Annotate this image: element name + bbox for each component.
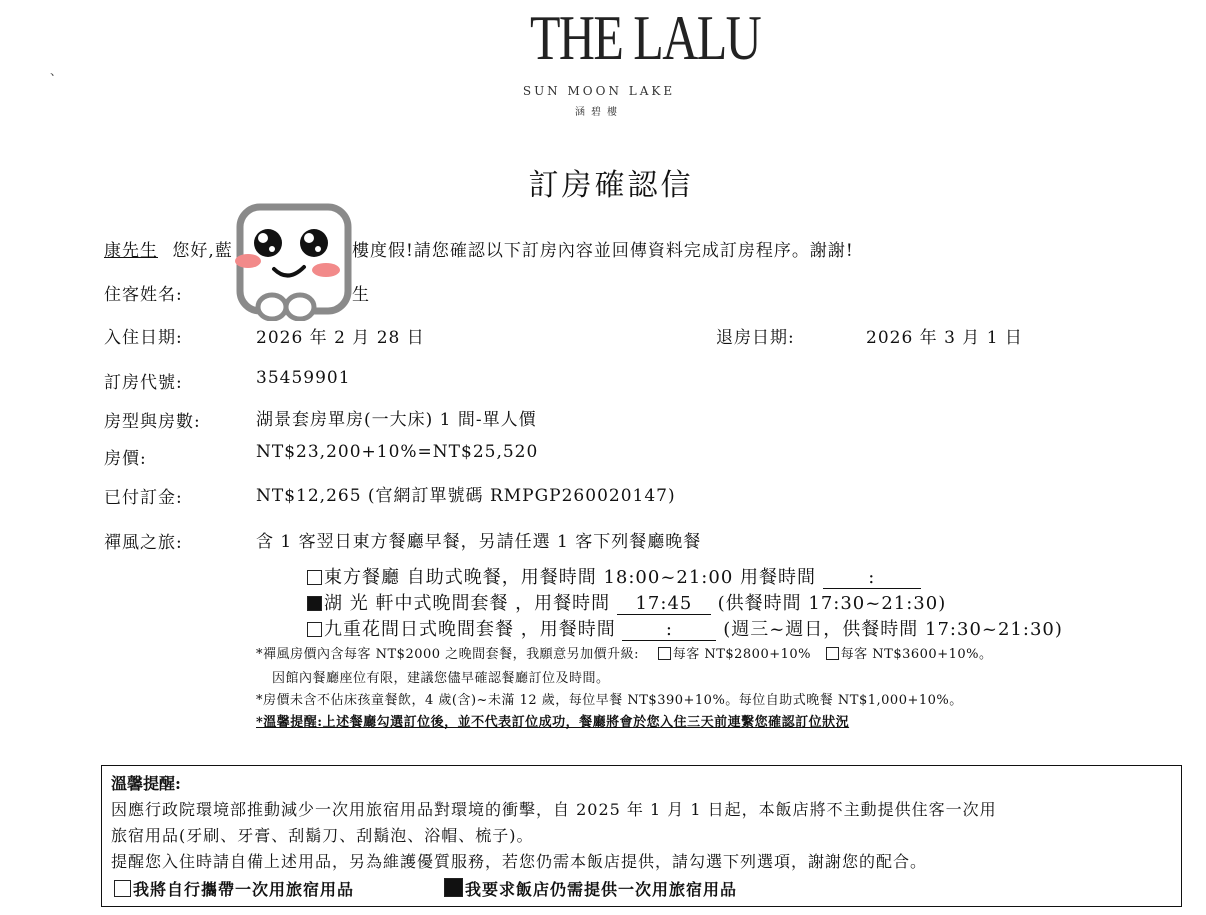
booking-code-value: 35459901 (256, 368, 351, 388)
upgrade-note (256, 643, 992, 662)
meal-time-value[interactable]: 17:45 (617, 593, 711, 615)
meal-serving-hours: (供餐時間 17:30~21:30) (717, 593, 947, 614)
checkout-value: 2026 年 3 月 1 日 (866, 328, 1023, 348)
child-meal-note: *房價未含不佔床孩童餐飲，4 歲(含)~未滿 12 歲，每位早餐 NT$390+10%。每位自助式晚餐 NT$1,000+10%。 (256, 693, 963, 708)
reminder-line-2: 旅宿用品(牙刷、牙膏、刮鬍刀、刮鬍泡、浴帽、梳子)。 (111, 826, 534, 845)
meal-checkbox[interactable] (307, 570, 322, 585)
stray-mark: 、 (50, 64, 63, 78)
checkin-label: 入住日期: (104, 328, 183, 348)
amenities-option-label: 我要求飯店仍需提供一次用旅宿用品 (465, 880, 738, 899)
upgrade-checkbox[interactable] (658, 647, 671, 660)
greeting-text: 樓度假!請您確認以下訂房內容並回傳資料完成訂房程序。謝謝! (352, 241, 854, 261)
upgrade-option-label: 每客 NT$2800+10% (672, 647, 812, 662)
checkout-label: 退房日期: (716, 328, 795, 348)
reminder-line-1: 因應行政院環境部推動減少一次用旅宿用品對環境的衝擊，自 2025 年 1 月 1 日起，本飯店將不主動提供住客一次用 (111, 800, 997, 819)
amenities-checkbox[interactable] (114, 880, 131, 897)
amenities-option-label: 我將自行攜帶一次用旅宿用品 (133, 880, 355, 899)
upgrade-option-label: 每客 NT$3600+10%。 (840, 647, 993, 662)
meal-checkbox[interactable] (307, 622, 322, 637)
guest-name: 康先生 (104, 241, 158, 261)
logo-subtitle: SUN MOON LAKE (522, 84, 676, 98)
document-title: 訂房確認信 (528, 168, 694, 203)
zen-package-label: 禪風之旅: (104, 533, 183, 553)
amenities-checkbox-checked[interactable] (444, 878, 463, 897)
meal-option-lakeview[interactable] (307, 589, 946, 615)
greeting-partial: 藍 (214, 241, 233, 261)
greeting-line (104, 236, 233, 261)
room-type-label: 房型與房數: (104, 412, 201, 432)
booking-code-label: 訂房代號: (104, 373, 183, 393)
upgrade-option-2800[interactable] (658, 647, 811, 662)
warm-reminder-note: *溫馨提醒:上述餐廳勾選訂位後，並不代表訂位成功，餐廳將會於您入住三天前連繫您確認訂位狀況 (256, 715, 850, 730)
room-price-value: NT$23,200+10%=NT$25,520 (256, 442, 539, 462)
guest-name-value: 生 (352, 285, 370, 305)
meal-option-text: 九重花間日式晚間套餐 ，用餐時間 (324, 619, 616, 640)
upgrade-note-text: *禪風房價內含每客 NT$2000 之晚間套餐，我願意另加價升級: (256, 647, 640, 662)
meal-option-japanese[interactable] (307, 615, 1063, 641)
reminder-line-3: 提醒您入住時請自備上述用品，另為維護優質服務，若您仍需本飯店提供，請勾選下列選項，謝謝您的配合。 (111, 852, 928, 871)
deposit-value: NT$12,265 (官網訂單號碼 RMPGP260020147) (256, 486, 676, 506)
room-price-label: 房價: (104, 449, 147, 469)
mascot-sticker (234, 203, 354, 321)
zen-package-value: 含 1 客翌日東方餐廳早餐，另請任選 1 客下列餐廳晚餐 (256, 532, 702, 552)
checkin-value: 2026 年 2 月 28 日 (256, 328, 425, 348)
meal-option-text: 東方餐廳 自助式晚餐，用餐時間 18:00~21:00 用餐時間 (324, 567, 816, 588)
room-type-value: 湖景套房單房(一大床) 1 間-單人價 (256, 410, 537, 430)
meal-serving-hours: (週三~週日，供餐時間 17:30~21:30) (723, 619, 1063, 640)
meal-time-blank[interactable]: : (823, 567, 921, 589)
meal-option-oriental[interactable] (307, 563, 921, 589)
request-amenities-option[interactable] (444, 877, 737, 900)
guest-name-label: 住客姓名: (104, 285, 183, 305)
seating-note: 因館內餐廳座位有限，建議您儘早確認餐廳訂位及時間。 (272, 671, 610, 686)
greeting-prefix: 您好, (172, 241, 215, 261)
bring-own-amenities-option[interactable] (114, 877, 354, 900)
logo-chinese-name: 涵碧樓 (575, 107, 623, 118)
deposit-label: 已付訂金: (104, 488, 183, 508)
hotel-logo: THE LALU (530, 2, 761, 73)
reminder-title: 溫馨提醒: (111, 774, 181, 793)
upgrade-option-3600[interactable] (826, 647, 993, 662)
meal-checkbox-checked[interactable] (307, 596, 322, 611)
upgrade-checkbox[interactable] (826, 647, 839, 660)
meal-time-blank[interactable]: : (622, 619, 716, 641)
meal-option-text: 湖 光 軒中式晚間套餐 ，用餐時間 (324, 593, 611, 614)
